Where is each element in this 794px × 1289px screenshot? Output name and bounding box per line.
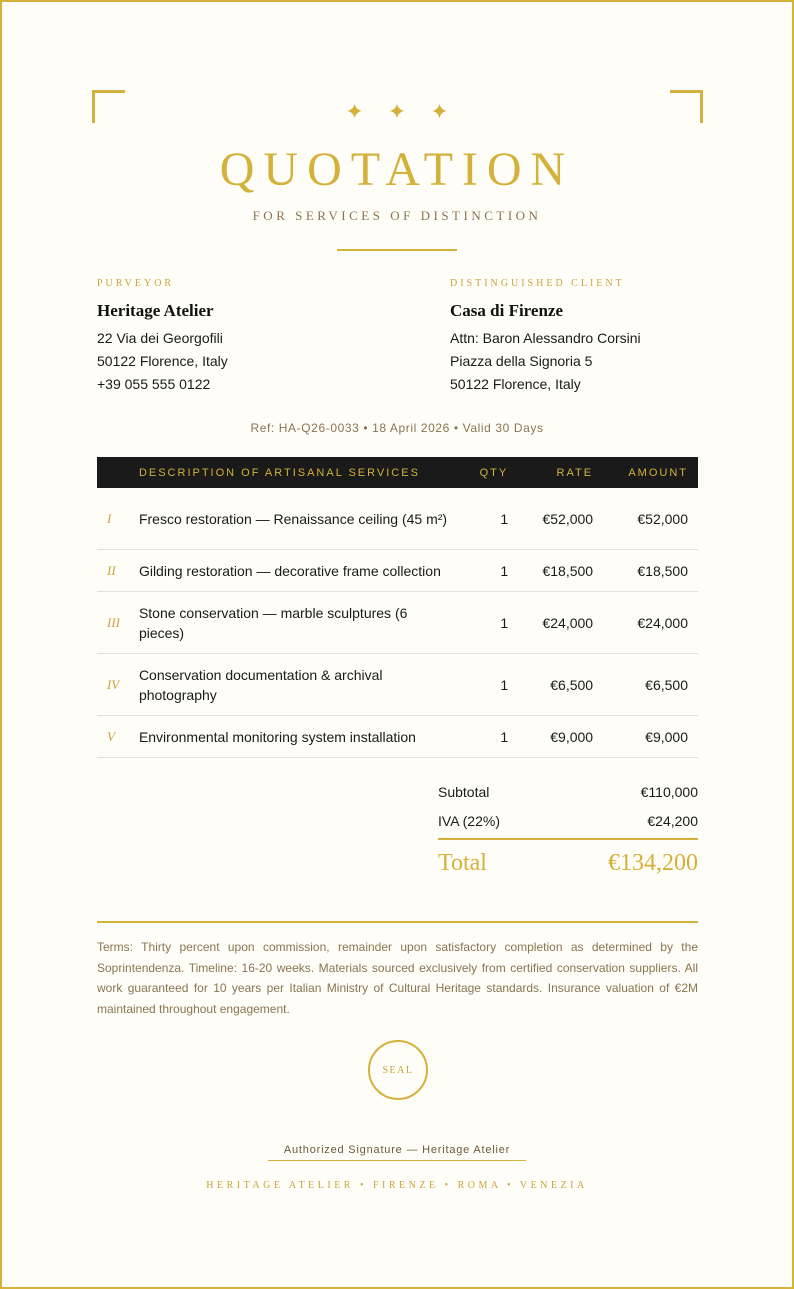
grand-total-row [438,850,698,877]
purveyor-name: Heritage Atelier [97,301,214,320]
terms-divider [97,921,698,923]
title-divider [337,249,457,251]
table-row [97,654,698,716]
row-rate: €52,000 [508,488,593,550]
row-description: Gilding restoration — decorative frame collection [139,550,468,592]
table-row [97,550,698,592]
footer-locations: HERITAGE ATELIER • FIRENZE • ROMA • VENEZIA [206,1180,588,1191]
row-number: V [97,716,139,758]
row-description: Stone conservation — marble sculptures (6 pieces) [139,592,468,654]
row-amount: €18,500 [593,550,698,592]
table-row [97,716,698,758]
seal-label: SEAL [382,1064,414,1076]
tax-row [438,809,698,838]
row-number: III [97,592,139,654]
row-rate: €24,000 [508,592,593,654]
row-qty: 1 [468,592,508,654]
total-label: Total [438,850,487,876]
star-icon: ✦ [430,99,449,124]
signature-line: Authorized Signature — Heritage Atelier [268,1144,526,1161]
client-name: Casa di Firenze [450,301,564,320]
row-description: Conservation documentation & archival photography [139,654,468,716]
client-label: DISTINGUISHED CLIENT [450,278,625,289]
totals-divider [438,838,698,840]
row-rate: €18,500 [508,550,593,592]
services-table [97,457,698,758]
quote-reference: Ref: HA-Q26-0033 • 18 April 2026 • Valid 30 Days [250,421,544,435]
header-number [97,457,139,488]
table-row [97,592,698,654]
row-amount: €6,500 [593,654,698,716]
seal-stamp [368,1040,428,1100]
row-qty: 1 [468,488,508,550]
client-address-line: Piazza della Signoria 5 [450,353,593,369]
purveyor-label: PURVEYOR [97,278,175,289]
row-amount: €9,000 [593,716,698,758]
row-rate: €9,000 [508,716,593,758]
row-number: II [97,550,139,592]
tax-value: €24,200 [647,813,698,829]
row-qty: 1 [468,716,508,758]
star-icon: ✦ [345,99,364,124]
header-qty: QTY [479,466,509,479]
page-subtitle: FOR SERVICES OF DISTINCTION [252,208,542,223]
purveyor-block [97,278,397,396]
row-rate: €6,500 [508,654,593,716]
row-amount: €24,000 [593,592,698,654]
purveyor-address-line: 22 Via dei Georgofili [97,330,223,346]
row-amount: €52,000 [593,488,698,550]
client-block [450,278,750,396]
row-number: I [97,488,139,550]
purveyor-phone: +39 055 555 0122 [97,376,211,392]
row-number: IV [97,654,139,716]
table-header-row [97,457,698,488]
header-description: DESCRIPTION OF ARTISANAL SERVICES [138,466,420,479]
star-ornament [2,99,792,125]
client-address-line: 50122 Florence, Italy [450,376,581,392]
terms-text: Terms: Thirty percent upon commission, remainder upon satisfactory completion as determined by the Soprintendenza. Timeline: 16-20 weeks. Materials sourced exclusively from certified conservation suppliers. All work guaranteed for 10 years per Italian Ministry of Cultural Heritage standards. Insurance valuation of €2M maintained throughout engagement. [97,940,698,1016]
row-description: Environmental monitoring system installation [139,716,468,758]
table-row [97,488,698,550]
tax-label: IVA (22%) [438,813,500,829]
total-value: €134,200 [608,850,698,876]
client-attention: Attn: Baron Alessandro Corsini [450,330,641,346]
star-icon: ✦ [387,99,407,124]
subtotal-row [438,780,698,809]
header-amount: AMOUNT [628,466,688,479]
row-qty: 1 [468,654,508,716]
purveyor-address-line: 50122 Florence, Italy [97,353,228,369]
subtotal-value: €110,000 [640,784,698,800]
totals-block [438,780,698,877]
page-title: QUOTATION [219,143,575,196]
row-qty: 1 [468,550,508,592]
row-description: Fresco restoration — Renaissance ceiling (45 m²) [139,488,468,550]
header-rate: RATE [556,466,594,479]
subtotal-label: Subtotal [438,784,490,800]
